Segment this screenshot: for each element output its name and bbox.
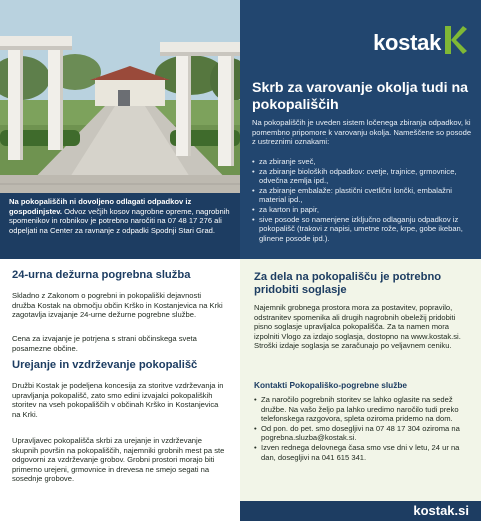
permit-text: Najemnik grobnega prostora mora za postavitev, popravilo, odstranitev spomenika ali drugih nagrobnih obeležij pridobiti pisno soglasje upravljalca pokopališča. Za ta namen mora izpolniti Vlogo za izdajo soglasja, dostopno na www.kostak.si. Stroški izdaje soglasja se zaračunajo po veljavnem ceniku. — [254, 303, 461, 351]
photo-illustration — [0, 0, 240, 193]
waste-disposal-note — [0, 193, 240, 259]
environment-intro: Na pokopališčih je uveden sistem ločenega zbiranja odpadkov, ki pomembno pripomore k varovanju okolja. Nameščene so posode z ustreznimi oznakami: — [252, 118, 472, 147]
website-link[interactable]: kostak.si — [413, 503, 469, 518]
lower-section — [0, 259, 481, 521]
list-item: • sive posode so namenjene izključno odlaganju odpadkov iz pokopališč (trakovi z napisi, umetne rože, krpe, gobe ikeban, glinene posode ipd.). — [252, 215, 478, 244]
logo-text: kostak — [373, 29, 441, 55]
waste-note-text: Odvoz večjih kosov nagrobne opreme, nagrobnih spomenikov in robnikov je potrebno naročiti na 07 48 17 276 ali odpeljati na Center za ravnanje z odpadki Spodnji Stari Grad. — [9, 206, 230, 235]
funeral-price-text: Cena za izvajanje je potrjena s strani občinskega sveta posamezne občine. — [12, 334, 197, 353]
waste-note-bold: Na pokopališčih ni dovoljeno odlagati odpadkov iz gospodinjstev. — [9, 197, 192, 216]
maintenance-text-1: Družbi Kostak je podeljena koncesija za storitve vzdrževanja in upravljanja pokopališč, zato smo edini izvajalci pokopaliških storitev na vseh pokopališčih v občinah Krško in Kostanjevica na Krki. — [12, 381, 224, 419]
footer-bar — [240, 501, 481, 521]
list-item: • Izven rednega delovnega časa smo vse dni v letu, 24 ur na dan, dosegljivi na 041 615 341. — [254, 443, 470, 462]
environment-title: Skrb za varovanje okolja tudi na pokopališčih — [252, 80, 469, 113]
kostak-k-mark-icon — [443, 26, 467, 59]
list-item: • za zbiranje sveč, — [252, 157, 478, 167]
funeral-service-heading: 24-urna dežurna pogrebna služba — [12, 269, 191, 281]
maintenance-heading: Urejanje in vzdrževanje pokopališč — [12, 359, 198, 371]
list-item: • Od pon. do pet. smo dosegljivi na 07 48 17 304 oziroma na pogrebna.sluzba@kostak.si. — [254, 424, 470, 443]
permit-heading: Za dela na pokopališču je potrebno pridobiti soglasje — [254, 271, 442, 296]
list-item: • za karton in papir, — [252, 205, 478, 215]
cemetery-entrance-photo — [0, 0, 240, 193]
contacts-heading: Kontakti Pokopališko-pogrebne službe — [254, 380, 408, 390]
maintenance-text-2: Upravljavec pokopališča skrbi za urejanje in vzdrževanje skupnih površin na pokopališčih, najemniki grobnih mest pa ste odgovorni za vzdrževanje grobov. Grobni prostori morajo biti primerno urejeni, grmovnice in drevesa ne smejo segati na sosednje grobove. — [12, 436, 225, 484]
right-column — [240, 259, 481, 521]
environment-panel — [240, 0, 481, 259]
funeral-service-text: Skladno z Zakonom o pogrebni in pokopališki dejavnosti družba Kostak na območju občin Krško in Kostanjevica na Krki zagotavlja izvajanje 24-urne dežurne pogrebne službe. — [12, 291, 223, 320]
waste-container-list — [252, 157, 478, 243]
left-column — [0, 259, 240, 521]
list-item: • za zbiranje embalaže: plastični cvetlični lončki, embalažni material ipd., — [252, 186, 478, 205]
kostak-logo — [373, 26, 467, 59]
list-item: • za zbiranje bioloških odpadkov: cvetje, trajnice, grmovnice, odvečna zemlja ipd., — [252, 167, 478, 186]
contacts-list — [254, 395, 470, 462]
list-item: • Za naročilo pogrebnih storitev se lahko oglasite na sedež družbe. Na vašo željo pa lahko uredimo naročilo tudi preko telefonskega razgovora, spleta oziroma pridemo na dom. — [254, 395, 470, 424]
